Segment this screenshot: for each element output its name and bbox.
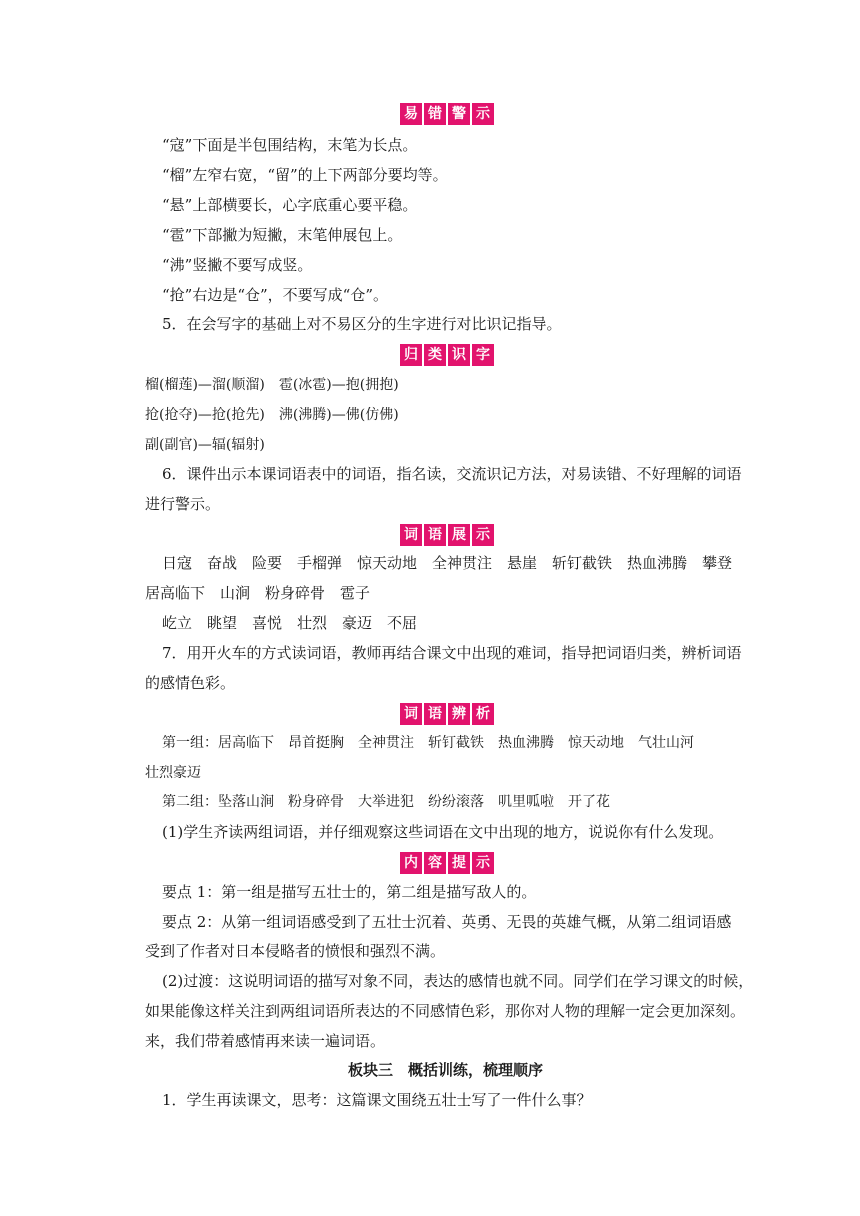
section-header-zhanshi — [400, 524, 494, 546]
text-line: “雹”下部撇为短撇，末笔伸展包上。 — [162, 226, 403, 244]
text-line: 居高临下 山涧 粉身碎骨 雹子 — [145, 584, 371, 602]
text-line: 受到了作者对日本侵略者的愤恨和强烈不满。 — [145, 942, 446, 960]
text-line: “抢”右边是“仓”，不要写成“仓”。 — [162, 286, 389, 304]
section-header-tishi — [400, 852, 494, 874]
header-char: 警 — [448, 103, 470, 125]
header-char: 示 — [472, 852, 494, 874]
text-line: “悬”上部横要长，心字底重心要平稳。 — [162, 196, 418, 214]
text-line: 的感情色彩。 — [145, 674, 236, 692]
text-line: (2)过渡：这说明词语的描写对象不同，表达的感情也就不同。同学们在学习课文的时候， — [162, 972, 754, 990]
text-line: 6．课件出示本课词语表中的词语，指名读，交流识记方法，对易读错、不好理解的词语 — [162, 465, 742, 483]
text-line: “寇”下面是半包围结构，末笔为长点。 — [162, 136, 418, 154]
header-char: 错 — [424, 103, 446, 125]
header-char: 示 — [472, 103, 494, 125]
text-line: 第一组：居高临下 昂首挺胸 全神贯注 斩钉截铁 热血沸腾 惊天动地 气壮山河 — [162, 735, 694, 751]
header-char: 语 — [424, 524, 446, 546]
text-line: (1)学生齐读两组词语，并仔细观察这些词语在文中出现的地方，说说你有什么发现。 — [162, 823, 724, 841]
header-char: 辨 — [448, 703, 470, 725]
section-header-guilei — [400, 344, 494, 366]
text-line: 来，我们带着感情再来读一遍词语。 — [145, 1032, 386, 1050]
header-char: 语 — [424, 703, 446, 725]
text-line: 榴(榴莲)—溜(顺溜) 雹(冰雹)—抱(拥抱) — [145, 377, 399, 393]
section-header-bianxi — [400, 703, 494, 725]
header-char: 字 — [472, 344, 494, 366]
block-heading: 板块三 概括训练，梳理顺序 — [348, 1061, 544, 1079]
text-line: “榴”左窄右宽，“留”的上下两部分要均等。 — [162, 166, 448, 184]
header-char: 析 — [472, 703, 494, 725]
text-line: 7．用开火车的方式读词语，教师再结合课文中出现的难词，指导把词语归类，辨析词语 — [162, 644, 742, 662]
header-char: 容 — [424, 852, 446, 874]
header-char: 示 — [472, 524, 494, 546]
header-char: 提 — [448, 852, 470, 874]
text-line: 日寇 奋战 险要 手榴弹 惊天动地 全神贯注 悬崖 斩钉截铁 热血沸腾 攀登 — [162, 554, 733, 572]
text-line: 要点 2：从第一组词语感受到了五壮士沉着、英勇、无畏的英雄气概，从第二组词语感 — [162, 913, 732, 931]
text-line: 抢(抢夺)—抢(抢先) 沸(沸腾)—佛(仿佛) — [145, 407, 399, 423]
text-line: 如果能像这样关注到两组词语所表达的不同感情色彩，那你对人物的理解一定会更加深刻。 — [145, 1002, 746, 1020]
text-line: 进行警示。 — [145, 495, 221, 513]
header-char: 识 — [448, 344, 470, 366]
text-line: “沸”竖撇不要写成竖。 — [162, 256, 313, 274]
header-char: 内 — [400, 852, 422, 874]
text-line: 壮烈豪迈 — [145, 765, 201, 781]
text-line: 第二组：坠落山涧 粉身碎骨 大举进犯 纷纷滚落 叽里呱啦 开了花 — [162, 794, 610, 810]
header-char: 词 — [400, 703, 422, 725]
header-char: 词 — [400, 524, 422, 546]
text-line: 副(副官)—辐(辐射) — [145, 437, 265, 453]
header-char: 展 — [448, 524, 470, 546]
section-header-yicuo — [400, 103, 494, 125]
header-char: 易 — [400, 103, 422, 125]
header-char: 归 — [400, 344, 422, 366]
text-line: 5．在会写字的基础上对不易区分的生字进行对比识记指导。 — [162, 315, 562, 333]
header-char: 类 — [424, 344, 446, 366]
text-line: 1．学生再读课文，思考：这篇课文围绕五壮士写了一件什么事？ — [162, 1091, 592, 1109]
text-line: 要点 1：第一组是描写五壮士的，第二组是描写敌人的。 — [162, 883, 537, 901]
text-line: 屹立 眺望 喜悦 壮烈 豪迈 不屈 — [162, 614, 418, 632]
